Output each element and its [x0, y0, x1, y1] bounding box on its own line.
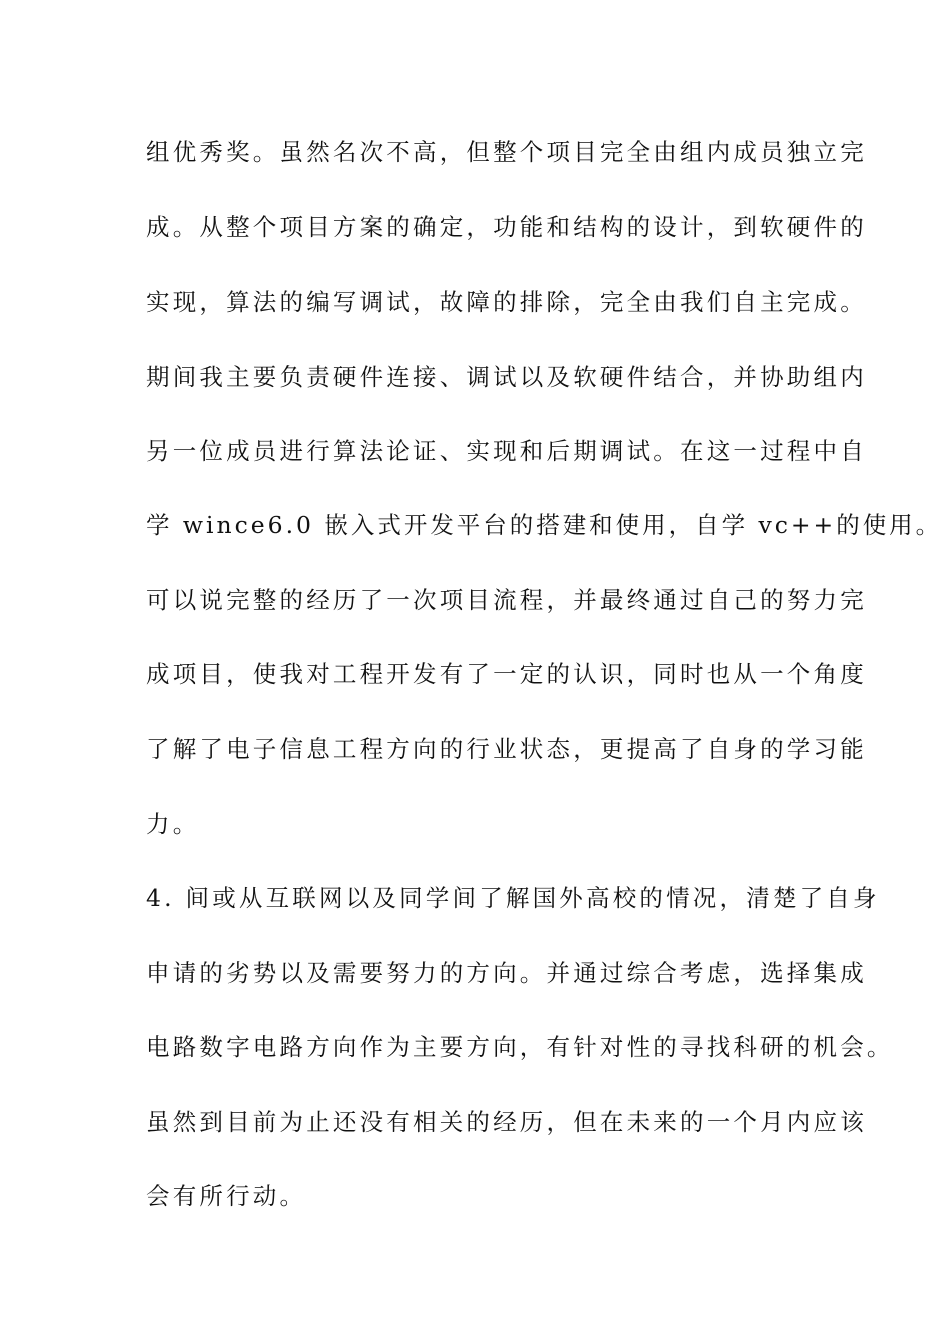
text-line: 申请的劣势以及需要努力的方向。并通过综合考虑，选择集成: [146, 959, 867, 987]
text-line: 学 wince6.0 嵌入式开发平台的搭建和使用，自学 vc++的使用。: [146, 511, 943, 539]
text-line: 力。: [146, 810, 200, 838]
text-line: 另一位成员进行算法论证、实现和后期调试。在这一过程中自: [146, 437, 867, 465]
list-item-4: 4. 间或从互联网以及同学间了解国外高校的情况，清楚了自身: [146, 884, 880, 912]
text-line: 会有所行动。: [146, 1182, 307, 1210]
text-line: 成项目，使我对工程开发有了一定的认识，同时也从一个角度: [146, 660, 867, 688]
text-line: 期间我主要负责硬件连接、调试以及软硬件结合，并协助组内: [146, 363, 867, 391]
text-line: 组优秀奖。虽然名次不高，但整个项目完全由组内成员独立完: [146, 138, 867, 166]
text-line: 虽然到目前为止还没有相关的经历，但在未来的一个月内应该: [146, 1108, 867, 1136]
text-line: 了解了电子信息工程方向的行业状态，更提高了自身的学习能: [146, 735, 867, 763]
text-line: 实现，算法的编写调试，故障的排除，完全由我们自主完成。: [146, 288, 867, 316]
text-line: 电路数字电路方向作为主要方向，有针对性的寻找科研的机会。: [146, 1033, 894, 1061]
text-line: 可以说完整的经历了一次项目流程，并最终通过自己的努力完: [146, 586, 867, 614]
text-line: 成。从整个项目方案的确定，功能和结构的设计，到软硬件的: [146, 213, 867, 241]
